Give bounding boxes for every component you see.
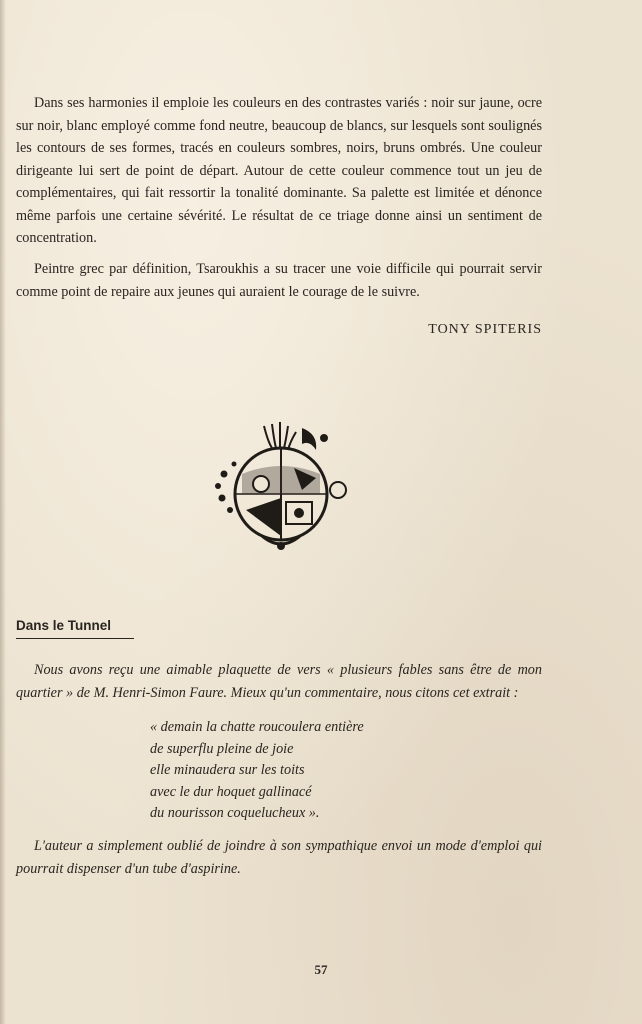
section-intro: Nous avons reçu une aimable plaquette de vers « plusieurs fables sans être de mon quartier » de M. Henri-Simon Faure. Mieux qu'un commentaire, nous citons cet extrait :: [16, 662, 542, 701]
page-number: 57: [314, 962, 328, 977]
poem-line: avec le dur hoquet gallinacé: [150, 783, 312, 800]
article-paragraph-2: Peintre grec par définition, Tsaroukhis a su tracer une voie difficile qui pourrait servir comme point de repaire aux jeunes qui auraient le courage de le suivre.: [16, 261, 542, 300]
poem-line: du nourisson coquelucheux ».: [150, 805, 320, 821]
article-author: TONY SPITERIS: [428, 322, 542, 337]
ornament-drawing: [206, 418, 356, 558]
poem-line: de superflu pleine de joie: [150, 740, 294, 757]
poem-line: elle minaudera sur les toits: [150, 762, 305, 778]
section-closing: L'auteur a simplement oublié de joindre à son sympathique envoi un mode d'emploi qui pourrait dispenser d'un tube d'aspirine.: [16, 838, 542, 877]
section-title: Dans le Tunnel: [16, 618, 134, 639]
article-paragraph-1: Dans ses harmonies il emploie les couleurs en des contrastes variés : noir sur jaune, ocre sur noir, blanc employé comme fond neutre, beaucoup de blancs, sur lesquels sont soulignés les contours de ses formes, tracés en couleurs sombres, noirs, bruns ombrés. Une couleur dirigeante lui sert de point de départ. Autour de cette couleur commence tout un jeu de complémentaires, qui fait ressortir la tonalité dominante. Sa palette est limitée et dénonce même parfois une certaine sévérité. Le résultat de ce triage donne ainsi un sentiment de concentration.: [16, 95, 542, 246]
poem-extract: [150, 717, 364, 825]
page-edge-shadow: [0, 0, 6, 1024]
poem-line: « demain la chatte roucoulera entière: [150, 719, 364, 735]
circular-ornament-icon: [206, 418, 356, 558]
